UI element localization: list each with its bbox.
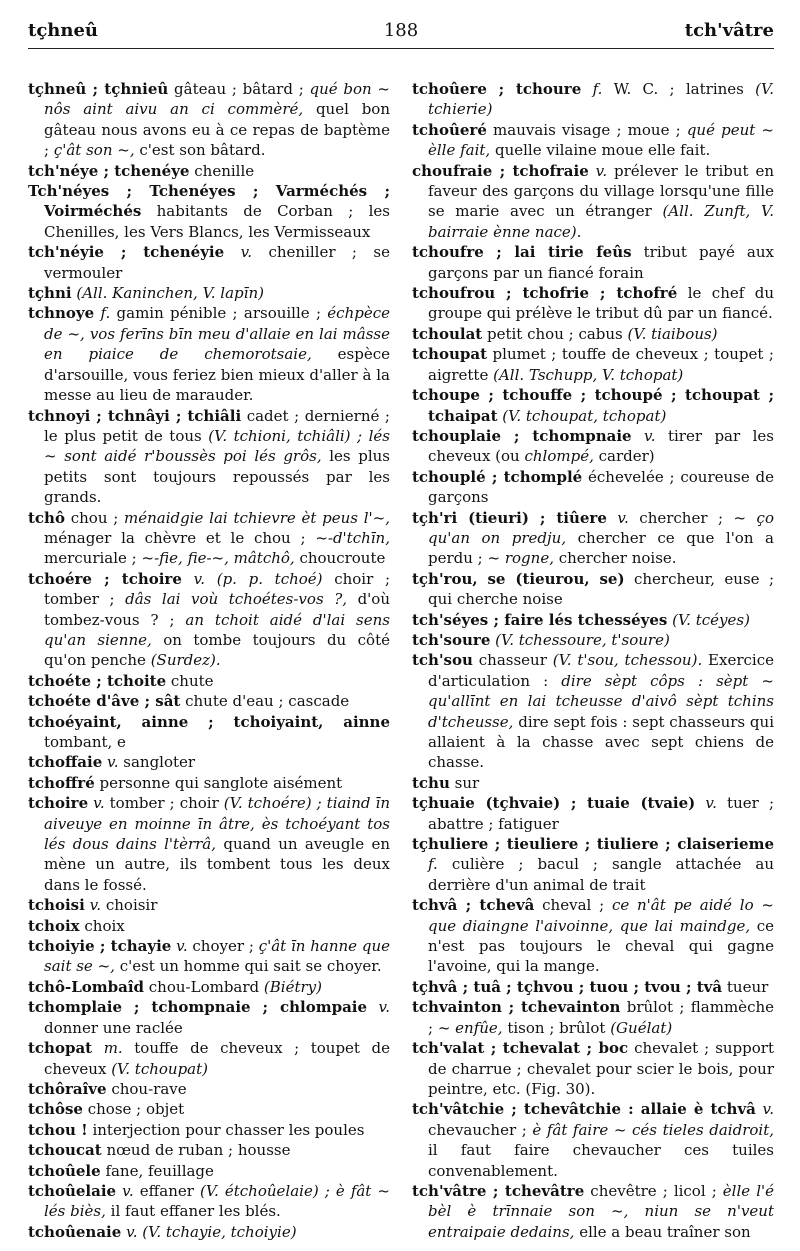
entry-italic-text: v. <box>595 161 608 180</box>
entry-definition: c'est son bâtard. <box>134 141 266 160</box>
entry-headword: tchoére ; tchoire <box>28 569 182 588</box>
entry-definition: ce n'est pas toujours le cheval qui gagne l'avoine, qui la mange. <box>428 916 774 976</box>
dictionary-entry <box>28 406 390 508</box>
entry-italic-text: (V. tchoupat, tchopat) <box>497 406 667 425</box>
entry-headword: tchoire <box>28 794 89 813</box>
entry-definition: Exercice d'articulation : <box>428 651 774 690</box>
entry-headword: tch'vâtre ; tchevâtre <box>412 1181 585 1200</box>
entry-definition: les plus petits sont toujours repoussés par les grands. <box>44 447 390 507</box>
entry-headword: tchnoyi ; tchnâyi ; tchiâli <box>28 406 242 425</box>
dictionary-entry <box>28 79 390 161</box>
entry-definition: tribut payé aux garçons par un fiancé forain <box>428 243 775 282</box>
dictionary-entry <box>412 1038 774 1099</box>
entry-italic-text: ce n'ât pe aidé lo ~ que diaingne l'aivoinne, que lai maindge, <box>428 896 774 935</box>
entry-italic-text: ç'ât īn hanne que sait se ~, <box>44 937 390 976</box>
entry-italic-text: v. <box>107 753 119 772</box>
dictionary-entry <box>28 242 390 283</box>
entry-headword: choufraie ; tchofraie <box>412 161 589 180</box>
dictionary-entry <box>28 712 390 753</box>
entry-definition: brûlot ; flammèche ; <box>428 998 775 1037</box>
entry-headword: tchô <box>28 508 65 527</box>
entry-italic-text: ~-d'tchīn, <box>315 528 390 547</box>
entry-definition: personne qui sanglote aisément <box>94 773 343 792</box>
entry-definition: chou-Lombard <box>144 977 264 996</box>
entry-italic-text: (Guélat) <box>610 1018 673 1037</box>
entry-definition: quel bon gâteau nous avons eu à ce repas de baptème ; <box>44 100 390 160</box>
dictionary-entry <box>412 385 774 426</box>
dictionary-entry <box>412 793 774 834</box>
entry-italic-text: v. <box>378 998 390 1017</box>
entry-definition: chose ; objet <box>82 1100 185 1119</box>
entry-definition: cadet ; dernierné ; le plus petit de tous <box>44 406 390 445</box>
entry-italic-text: v. (p. p. tchoé) <box>193 569 323 588</box>
entry-italic-text: (V. tiaibous) <box>627 324 718 343</box>
entry-italic-text: (V. t'sou, tchessou). <box>552 651 703 670</box>
entry-definition: chenille <box>189 161 255 180</box>
entry-definition: il faut faire chevaucher ces tuiles convenablement. <box>428 1141 774 1180</box>
dictionary-entry <box>28 977 390 997</box>
entry-italic-text: m. <box>103 1039 123 1058</box>
entry-italic-text: f. <box>592 80 603 98</box>
dictionary-entry <box>28 1120 390 1140</box>
entry-definition <box>756 1100 763 1118</box>
entry-headword: tchvainton ; tchevainton <box>412 998 621 1017</box>
entry-italic-text: (All. Tschupp, V. tchopat) <box>493 365 684 384</box>
entry-headword: tchouplaie ; tchompnaie <box>412 426 632 445</box>
entry-headword: tchu <box>412 773 450 792</box>
dictionary-entry <box>28 181 390 242</box>
entry-definition: sangloter <box>118 753 196 772</box>
entry-headword: tch'valat ; tchevalat ; boc <box>412 1039 629 1058</box>
entry-headword: tch'vâtchie ; tchevâtchie : allaie è tchvâ <box>412 1100 756 1119</box>
entry-italic-text: (V. tchoére) ; tiaind īn aiveuye en moinne īn âtre, ès tchoéyant tos lés dous dains l'tèrrâ, <box>44 794 390 854</box>
dictionary-entry <box>28 936 390 977</box>
entry-italic-text: è fât faire ~ cés tieles daidroit, <box>532 1120 774 1139</box>
entry-headword: tçh'ri (tieuri) ; tiûere <box>412 508 607 527</box>
entry-headword: tchouplé ; tchomplé <box>412 467 583 486</box>
entry-headword: tchoulat <box>412 324 483 343</box>
entry-definition <box>224 243 240 261</box>
entry-headword: tchoufre ; lai tirie feûs <box>412 243 632 262</box>
entry-italic-text: v. <box>617 508 629 527</box>
entry-headword: tchoiyie ; tchayie <box>28 937 172 956</box>
entry-definition <box>92 1039 104 1057</box>
dictionary-entry <box>28 1079 390 1099</box>
entry-definition: elle a beau traîner son <box>574 1222 751 1241</box>
entry-italic-text: (V. tchoupat) <box>111 1059 208 1078</box>
entry-definition: espèce d'arsouille, vous feriez bien mieux d'aller à la messe au lieu de marauder. <box>44 345 390 405</box>
entry-headword: tch'soure <box>412 630 491 649</box>
entry-italic-text: v. (V. tchayie, tchoiyie) <box>126 1222 297 1241</box>
entry-definition: dire sept fois : sept chasseurs qui allaient à la chasse avec sept chiens de chasse. <box>428 712 774 772</box>
dictionary-entry <box>28 1099 390 1119</box>
entry-definition: choix <box>79 916 125 935</box>
entry-definition: tuer ; abattre ; fatiguer <box>428 794 774 833</box>
entry-italic-text: ç'ât son ~, <box>53 141 135 160</box>
dictionary-entry <box>412 569 774 610</box>
dictionary-entry <box>412 120 774 161</box>
entry-headword: Tch'néyes ; Tchenéyes ; Varméchés ; Voirméchés <box>28 182 390 221</box>
entry-definition: chercher noise. <box>553 549 677 568</box>
entry-headword: tchoffaie <box>28 753 103 772</box>
dictionary-entry <box>28 303 390 405</box>
entry-definition: gâteau ; bâtard ; <box>168 80 310 98</box>
entry-headword: tchoéte d'âve ; sât <box>28 692 181 711</box>
entry-headword: tçhni <box>28 284 72 303</box>
entry-italic-text: èlle l'é bèl è trīnnaie son ~, niun se n'veut entraipaie dedains, <box>428 1181 774 1241</box>
dictionary-entry <box>412 630 774 650</box>
entry-definition: petit chou ; cabus <box>482 324 628 343</box>
entry-italic-text: ~ ço qu'an on predju, <box>428 508 774 547</box>
entry-definition: effaner <box>133 1181 200 1200</box>
entry-italic-text: dâs lai voù tchoétes-vos ?, <box>125 590 348 609</box>
dictionary-entry <box>412 79 774 120</box>
left-running-headword: tçhneû <box>28 20 98 41</box>
dictionary-entry <box>28 691 390 711</box>
dictionary-entry <box>28 1161 390 1181</box>
entry-headword: tchomplaie ; tchompnaie ; chlompaie <box>28 998 368 1017</box>
entry-definition: cheval ; <box>534 896 612 915</box>
entry-headword: tch'sou <box>412 651 473 670</box>
entry-definition: choucroute <box>294 549 386 568</box>
entry-headword: tçhvâ ; tuâ ; tçhvou ; tuou ; tvou ; tvâ <box>412 977 723 996</box>
dictionary-entry <box>28 283 390 303</box>
entry-definition: choyer ; <box>187 937 259 956</box>
entry-headword: tch'néyie ; tchenéyie <box>28 243 225 262</box>
entry-italic-text: ~-fie, fie-~, mâtchô, <box>141 549 295 568</box>
entry-italic-text: v. <box>240 243 253 262</box>
entry-headword: tchoupat <box>412 345 488 364</box>
page-number: 188 <box>383 20 419 41</box>
dictionary-entry <box>412 324 774 344</box>
entry-italic-text: f. <box>428 855 438 874</box>
entry-italic-text: (V. étchoûelaie) ; è fât ~ lés biès, <box>44 1181 390 1221</box>
entry-italic-text: ménaidgie lai tchievre èt peus l'~, <box>124 508 390 527</box>
entry-definition: quand un aveugle en mène un autre, ils tombent tous les deux dans le fossé. <box>44 835 390 894</box>
entry-definition <box>695 794 705 812</box>
entry-columns <box>28 79 774 1242</box>
dictionary-entry <box>28 1181 390 1222</box>
entry-italic-text: dire sèpt côps : sèpt ~ qu'allīnt en lai tcheusse d'aivô sèpt tchins d'tcheusse, <box>428 671 774 731</box>
entry-definition: le chef du groupe qui prélève le tribut dû par un fiancé. <box>428 284 774 323</box>
entry-italic-text: v. <box>89 896 102 915</box>
entry-headword: tchoéyaint, ainne ; tchoiyaint, ainne <box>28 712 390 731</box>
dictionary-entry <box>412 895 774 977</box>
dictionary-entry <box>412 773 774 793</box>
entry-definition: chevaucher ; <box>428 1120 533 1139</box>
entry-headword: tçh'rou, se (tieurou, se) <box>412 569 625 588</box>
entry-definition: culière ; bacul ; sangle attachée au derrière d'un animal de trait <box>428 855 774 894</box>
entry-definition <box>182 570 194 588</box>
entry-italic-text: (All. Zunft, V. bairraie ènne nace). <box>428 202 774 241</box>
dictionary-entry <box>28 793 390 895</box>
entry-definition <box>607 509 617 527</box>
entry-headword: tchoffré <box>28 773 95 792</box>
entry-headword: tchôse <box>28 1100 83 1119</box>
entry-definition: chevêtre ; licol ; <box>584 1181 723 1200</box>
entry-headword: tchoisi <box>28 896 85 915</box>
entry-headword: tchoûeré <box>412 120 487 139</box>
entry-definition <box>367 998 378 1016</box>
entry-definition: tombant, e <box>44 733 126 751</box>
entry-headword: tch'séyes ; faire lés tchesséyes <box>412 610 668 629</box>
entry-italic-text: v. <box>93 794 105 813</box>
entry-definition <box>581 80 592 98</box>
entry-italic-text: chlompé, <box>524 447 594 466</box>
entry-definition: sur <box>449 773 480 792</box>
entry-italic-text: v. <box>705 794 717 813</box>
entry-headword: tçhuaie (tçhvaie) ; tuaie (tvaie) <box>412 794 696 813</box>
entry-headword: tchou ! <box>28 1120 88 1139</box>
entry-headword: tchoéte ; tchoite <box>28 671 167 690</box>
entry-definition: plumet ; touffe de cheveux ; toupet ; aigrette <box>428 345 774 384</box>
dictionary-entry <box>28 569 390 671</box>
entry-headword: tchoûele <box>28 1161 101 1180</box>
entry-headword: tchôraîve <box>28 1079 107 1098</box>
dictionary-entry <box>412 1099 774 1181</box>
entry-italic-text: (Biétry) <box>263 977 322 996</box>
entry-definition: mercuriale ; <box>44 549 142 568</box>
entry-headword: tchoûenaie <box>28 1222 122 1241</box>
entry-definition: échevelée ; coureuse de garçons <box>428 467 774 507</box>
entry-headword: tchô-Lombaîd <box>28 977 145 996</box>
dictionary-entry <box>412 997 774 1038</box>
entry-definition <box>589 162 596 180</box>
left-column <box>28 79 390 1242</box>
entry-italic-text: (V. tcéyes) <box>667 610 750 629</box>
dictionary-entry <box>412 467 774 508</box>
entry-definition: quelle vilaine moue elle fait. <box>490 141 711 160</box>
entry-definition: chou ; <box>64 508 125 527</box>
dictionary-entry <box>28 773 390 793</box>
entry-headword: tchoûere ; tchoure <box>412 80 582 98</box>
entry-definition: nœud de ruban ; housse <box>101 1141 291 1160</box>
dictionary-entry <box>412 161 774 243</box>
entry-definition: mauvais visage ; moue ; <box>486 120 687 139</box>
dictionary-entry <box>412 508 774 569</box>
entry-definition: prélever le tribut en faveur des garçons du village lorsqu'une fille se marie avec un étranger <box>428 161 774 221</box>
entry-definition: chevalet ; support de charrue ; chevalet pour scier le bois, pour peintre, etc. (Fig. 30). <box>428 1039 774 1098</box>
entry-definition: habitants de Corban ; les Chenilles, les Vers Blancs, les Vermisseaux <box>44 202 390 241</box>
entry-definition: il faut effaner les blés. <box>105 1202 281 1221</box>
entry-definition: chercher ce que l'on a perdu ; <box>428 528 774 568</box>
dictionary-entry <box>28 508 390 569</box>
entry-headword: tch'néye ; tchenéye <box>28 161 190 180</box>
entry-definition <box>632 427 644 445</box>
entry-definition: carder) <box>593 447 655 466</box>
entry-italic-text: ~ rogne, <box>487 549 554 568</box>
dictionary-entry <box>28 1038 390 1079</box>
entry-headword: tçhuliere ; tieuliere ; tiuliere ; claiserieme <box>412 835 774 854</box>
entry-definition: chercheur, euse ; qui cherche noise <box>428 569 775 609</box>
dictionary-entry <box>412 344 774 385</box>
entry-italic-text: (V. tchessoure, t'soure) <box>490 630 670 649</box>
dictionary-entry <box>28 1222 390 1242</box>
entry-definition: chercher ; <box>628 508 734 527</box>
entry-italic-text: échpèce de ~, vos ferīns bīn meu d'allaie en lai mâsse en piaice de chemorotsaie, <box>44 304 390 364</box>
entry-italic-text: (All. Kaninchen, V. lapīn) <box>71 284 264 303</box>
entry-headword: tchvâ ; tchevâ <box>412 896 535 915</box>
entry-definition: gamin pénible ; arsouille ; <box>110 304 328 323</box>
dictionary-entry <box>412 283 774 324</box>
entry-definition: d'où tombez-vous ? ; <box>44 590 390 629</box>
entry-definition: tison ; brûlot <box>502 1018 611 1037</box>
dictionary-entry <box>412 977 774 997</box>
entry-definition: chasseur <box>472 651 553 670</box>
entry-headword: tchoûelaie <box>28 1181 117 1200</box>
entry-definition: tueur <box>722 977 769 996</box>
entry-italic-text: an tchoit aidé d'lai sens qu'an sienne, <box>44 610 390 649</box>
entry-headword: tchopat <box>28 1039 93 1058</box>
dictionary-entry <box>412 426 774 467</box>
dictionary-entry <box>28 671 390 691</box>
entry-italic-text: qué bon ~ nôs aint aivu an ci commèré, <box>44 80 390 119</box>
entry-headword: tçhneû ; tçhnieû <box>28 80 169 98</box>
dictionary-entry <box>412 242 774 283</box>
entry-definition: ménager la chèvre et le chou ; <box>44 528 316 547</box>
dictionary-entry <box>412 650 774 772</box>
entry-italic-text: qué peut ~ èlle fait, <box>428 120 774 160</box>
entry-definition: interjection pour chasser les poules <box>87 1120 365 1139</box>
dictionary-entry <box>28 161 390 181</box>
entry-definition: fane, feuillage <box>100 1161 214 1180</box>
entry-definition: touffe de cheveux ; toupet de cheveux <box>44 1039 390 1078</box>
entry-definition: donner une raclée <box>44 1018 183 1037</box>
dictionary-entry <box>412 834 774 895</box>
entry-italic-text: v. <box>644 426 656 445</box>
entry-definition: choir ; tomber ; <box>44 569 391 609</box>
dictionary-entry <box>28 895 390 915</box>
page-header <box>28 14 774 49</box>
entry-definition: tomber ; choir <box>104 794 224 813</box>
entry-headword: tchoix <box>28 916 80 935</box>
dictionary-entry <box>28 916 390 936</box>
dictionary-entry <box>28 997 390 1038</box>
dictionary-entry <box>412 1181 774 1242</box>
dictionary-entry <box>28 752 390 772</box>
entry-headword: tchoufrou ; tchofrie ; tchofré <box>412 284 678 303</box>
entry-italic-text: (V. tchierie) <box>428 80 774 119</box>
entry-italic-text: (V. tchioni, tchiâli) ; lés ~ sont aidé r'boussès poi lés grôs, <box>44 426 390 466</box>
entry-definition: choisir <box>101 896 158 915</box>
right-running-headword: tch'vâtre <box>684 20 774 41</box>
dictionary-entry <box>412 610 774 630</box>
entry-headword: tchoucat <box>28 1141 102 1160</box>
entry-definition: on tombe toujours du côté qu'on penche <box>44 630 390 670</box>
entry-italic-text: v. <box>762 1100 774 1119</box>
entry-italic-text: (Surdez). <box>150 651 221 670</box>
entry-definition: tirer par les cheveux (ou <box>428 426 774 466</box>
entry-italic-text: f. <box>100 304 111 323</box>
dictionary-entry <box>28 1140 390 1160</box>
right-column <box>412 79 774 1242</box>
entry-definition: chute <box>166 671 214 690</box>
entry-definition: chute d'eau ; cascade <box>180 692 350 711</box>
entry-italic-text: v. <box>176 937 188 956</box>
entry-definition: chou-rave <box>106 1079 187 1098</box>
entry-headword: tchoupe ; tchouffe ; tchoupé ; tchoupat ; tchaipat <box>412 386 774 425</box>
entry-definition: c'est un homme qui sait se choyer. <box>114 957 382 976</box>
entry-italic-text: ~ enfûe, <box>437 1018 503 1037</box>
entry-italic-text: v. <box>122 1181 134 1200</box>
entry-headword: tchnoye <box>28 304 95 323</box>
entry-definition: W. C. ; latrines <box>602 80 756 98</box>
entry-definition: cheniller ; se vermouler <box>44 243 390 282</box>
